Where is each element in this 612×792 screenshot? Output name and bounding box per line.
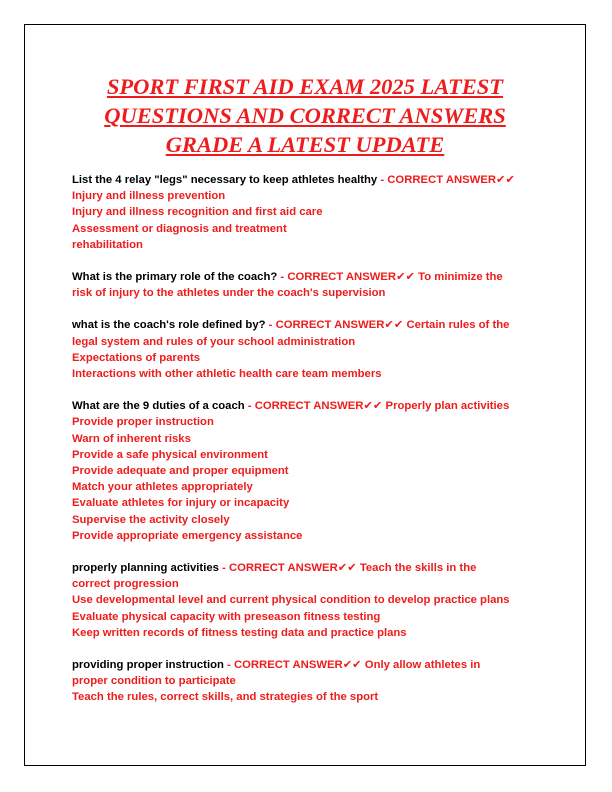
qa-first-line	[72, 317, 572, 333]
title-line: QUESTIONS AND CORRECT ANSWERS	[104, 103, 506, 128]
answer-line: proper condition to participate	[72, 675, 236, 688]
answer-line: Expectations of parents	[72, 351, 201, 364]
answer-prefix: CORRECT ANSWER✔✔	[228, 562, 357, 575]
answer-prefix: CORRECT ANSWER✔✔	[275, 319, 404, 332]
answer-line: Evaluate physical capacity with preseason fitness testing	[72, 610, 381, 623]
question-text: What is the primary role of the coach?	[72, 271, 278, 284]
answer-prefix: CORRECT ANSWER✔✔	[254, 400, 383, 413]
answer-line: Assessment or diagnosis and treatment	[72, 222, 287, 235]
answer-prefix: CORRECT ANSWER✔✔	[387, 174, 515, 186]
answer-line: legal system and rules of your school administration	[72, 335, 356, 348]
qa-item	[72, 269, 572, 301]
answer-line: Match your athletes appropriately	[72, 481, 253, 494]
answer-line: risk of injury to the athletes under the coach's supervision	[72, 287, 386, 300]
qa-item	[72, 172, 572, 253]
answer-line: Provide adequate and proper equipment	[72, 465, 289, 478]
answer-line: Keep written records of fitness testing data and practice plans	[72, 626, 407, 639]
qa-first-line	[72, 657, 572, 673]
answer-first-tail: Properly plan activities	[385, 400, 510, 413]
answer-line: Use developmental level and current physical condition to develop practice plans	[72, 594, 510, 607]
answer-line: correct progression	[72, 578, 179, 591]
question-text: providing proper instruction	[72, 659, 224, 672]
answer-line: Injury and illness recognition and first aid care	[72, 206, 323, 219]
answer-dash: -	[227, 659, 231, 672]
title-line: GRADE A LATEST UPDATE	[165, 132, 445, 157]
answer-first-tail: Certain rules of the	[406, 319, 510, 332]
answer-line: Provide a safe physical environment	[72, 448, 268, 461]
document-title	[24, 72, 586, 159]
title-line: SPORT FIRST AID EXAM 2025 LATEST	[106, 74, 504, 99]
answer-dash: -	[222, 562, 226, 575]
question-text: properly planning activities	[72, 562, 219, 575]
answer-prefix: CORRECT ANSWER✔✔	[233, 659, 362, 672]
answer-dash: -	[380, 174, 385, 186]
answer-line: Evaluate athletes for injury or incapacity	[72, 497, 290, 510]
qa-first-line	[72, 560, 572, 576]
question-text: what is the coach's role defined by?	[72, 319, 266, 332]
answer-line: rehabilitation	[72, 238, 143, 251]
qa-first-line	[72, 172, 572, 188]
question-text: What are the 9 duties of a coach	[72, 400, 245, 413]
answer-line: Supervise the activity closely	[72, 513, 230, 526]
answer-dash: -	[247, 400, 252, 413]
answer-dash: -	[268, 319, 273, 332]
answer-line: Teach the rules, correct skills, and strategies of the sport	[72, 691, 379, 704]
answer-first-tail: Only allow athletes in	[364, 659, 481, 672]
answer-line: Warn of inherent risks	[72, 432, 191, 445]
qa-item	[72, 398, 572, 544]
answer-first-tail: Teach the skills in the	[359, 562, 477, 575]
answer-line: Interactions with other athletic health care team members	[72, 368, 382, 381]
answer-first-tail: To minimize the	[418, 271, 503, 284]
answer-first-tail: Injury and illness prevention	[72, 190, 226, 203]
answer-dash: -	[280, 271, 285, 284]
qa-first-line	[72, 398, 572, 414]
question-text: List the 4 relay "legs" necessary to keep athletes healthy	[72, 174, 378, 186]
qa-first-line	[72, 269, 572, 285]
answer-prefix: CORRECT ANSWER✔✔	[287, 271, 416, 284]
qa-item	[72, 317, 572, 382]
qa-item	[72, 560, 572, 641]
qa-item	[72, 657, 572, 706]
answer-line: Provide proper instruction	[72, 416, 214, 429]
answer-line: Provide appropriate emergency assistance	[72, 529, 303, 542]
qa-list	[72, 172, 572, 722]
